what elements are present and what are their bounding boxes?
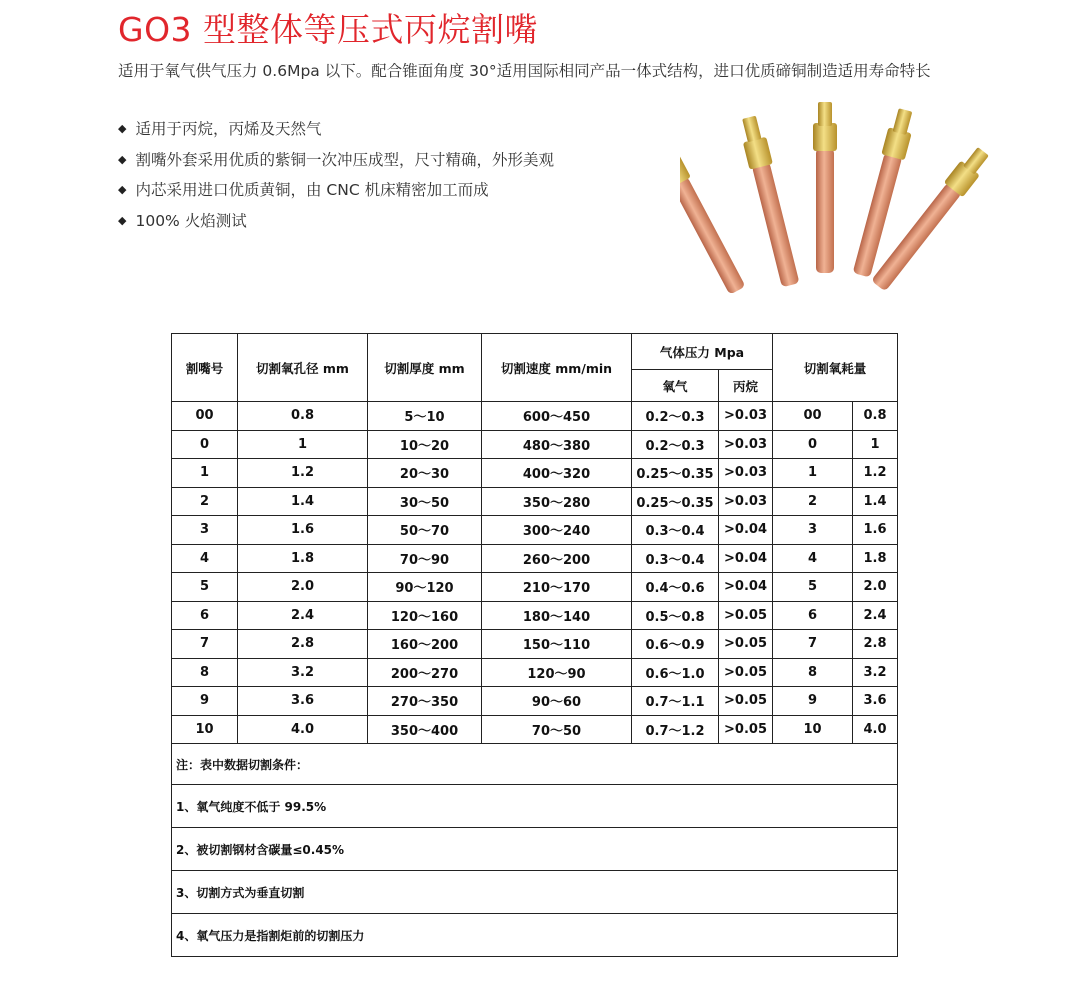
table-cell: 3 (172, 516, 238, 545)
header-speed: 切割速度 mm/min (482, 334, 632, 402)
table-cell: 7 (773, 630, 853, 659)
table-cell: >0.05 (719, 715, 773, 744)
table-cell: 2.0 (853, 573, 898, 602)
table-cell: 120～90 (482, 658, 632, 687)
spec-rows (172, 402, 898, 744)
diamond-bullet-icon: ◆ (118, 122, 127, 135)
note-title: 注：表中数据切割条件： (172, 744, 898, 785)
table-cell: 0.4～0.6 (632, 573, 719, 602)
header-nozzle: 割嘴号 (172, 334, 238, 402)
table-cell: 0.5～0.8 (632, 601, 719, 630)
table-cell: 30～50 (368, 487, 482, 516)
table-cell: 210～170 (482, 573, 632, 602)
feature-text: 割嘴外套采用优质的紫铜一次冲压成型，尺寸精确，外形美观 (135, 150, 554, 169)
table-cell: 0 (773, 430, 853, 459)
table-cell: 2.8 (853, 630, 898, 659)
table-cell: 1 (238, 430, 368, 459)
table-row (172, 601, 898, 630)
intro-text: 适用于氧气供气压力 0.6Mpa 以下。配合锥面角度 30°适用国际相同产品一体式结构，进口优质碲铜制造适用寿命特长 (118, 62, 931, 80)
table-cell: 00 (172, 402, 238, 431)
table-cell: 400～320 (482, 459, 632, 488)
table-cell: 0.7～1.2 (632, 715, 719, 744)
table-cell: 2.4 (238, 601, 368, 630)
table-cell: 0.2～0.3 (632, 430, 719, 459)
table-cell: 1.8 (238, 544, 368, 573)
table-row (172, 658, 898, 687)
page-title: GO3 型整体等压式丙烷割嘴 (118, 10, 539, 49)
note-item: 2、被切割钢材含碳量≤0.45% (172, 828, 898, 871)
table-cell: >0.04 (719, 573, 773, 602)
table-cell: 70～50 (482, 715, 632, 744)
table-cell: >0.03 (719, 430, 773, 459)
table-cell: 10 (172, 715, 238, 744)
note-item: 4、氧气压力是指割炬前的切割压力 (172, 914, 898, 957)
table-cell: 150～110 (482, 630, 632, 659)
table-cell: 600～450 (482, 402, 632, 431)
header-oxygen: 氧气 (632, 370, 719, 402)
table-row (172, 459, 898, 488)
table-cell: 0.8 (853, 402, 898, 431)
feature-text: 内芯采用进口优质黄铜，由 CNC 机床精密加工而成 (135, 181, 489, 199)
table-cell: >0.05 (719, 687, 773, 716)
header-propane: 丙烷 (719, 370, 773, 402)
table-cell: 260～200 (482, 544, 632, 573)
table-row (172, 715, 898, 744)
table-cell: 0.2～0.3 (632, 402, 719, 431)
table-cell: 350～280 (482, 487, 632, 516)
table-cell: 0.7～1.1 (632, 687, 719, 716)
note-item: 3、切割方式为垂直切割 (172, 871, 898, 914)
table-cell: >0.05 (719, 658, 773, 687)
table-cell: 00 (773, 402, 853, 431)
table-cell: >0.03 (719, 402, 773, 431)
feature-item (118, 176, 554, 207)
table-cell: 2.4 (853, 601, 898, 630)
table-cell: 200～270 (368, 658, 482, 687)
table-cell: 70～90 (368, 544, 482, 573)
table-cell: 350～400 (368, 715, 482, 744)
diamond-bullet-icon: ◆ (118, 213, 127, 227)
table-cell: 4 (172, 544, 238, 573)
table-cell: 0.25～0.35 (632, 487, 719, 516)
header-consumption: 切割氧耗量 (773, 334, 898, 402)
table-cell: 6 (172, 601, 238, 630)
table-cell: 2 (773, 487, 853, 516)
feature-list (118, 115, 554, 237)
table-cell: 4.0 (853, 715, 898, 744)
table-cell: 6 (773, 601, 853, 630)
table-row (172, 687, 898, 716)
table-cell: 9 (172, 687, 238, 716)
table-cell: 1 (773, 459, 853, 488)
header-pressure: 气体压力 Mpa (632, 334, 773, 370)
table-cell: 1.8 (853, 544, 898, 573)
table-cell: 2 (172, 487, 238, 516)
nozzle-1-icon (680, 132, 748, 296)
table-cell: 0.3～0.4 (632, 544, 719, 573)
table-cell: 0.3～0.4 (632, 516, 719, 545)
table-row (172, 402, 898, 431)
table-cell: 160～200 (368, 630, 482, 659)
feature-item (118, 115, 554, 146)
table-cell: 3.2 (853, 658, 898, 687)
table-cell: 1.6 (238, 516, 368, 545)
table-cell: 7 (172, 630, 238, 659)
nozzle-2-icon (737, 114, 802, 288)
diamond-bullet-icon: ◆ (118, 183, 127, 196)
table-cell: 90～60 (482, 687, 632, 716)
table-cell: 180～140 (482, 601, 632, 630)
diamond-bullet-icon: ◆ (118, 152, 127, 166)
table-cell: 20～30 (368, 459, 482, 488)
table-cell: 1 (853, 430, 898, 459)
table-cell: 1.6 (853, 516, 898, 545)
table-cell: >0.04 (719, 516, 773, 545)
table-cell: 1.2 (853, 459, 898, 488)
table-cell: 9 (773, 687, 853, 716)
table-cell: >0.05 (719, 630, 773, 659)
table-cell: >0.03 (719, 487, 773, 516)
table-cell: 10～20 (368, 430, 482, 459)
table-cell: 0.6～0.9 (632, 630, 719, 659)
table-cell: 8 (773, 658, 853, 687)
table-cell: 3 (773, 516, 853, 545)
table-cell: 2.8 (238, 630, 368, 659)
table-cell: 120～160 (368, 601, 482, 630)
table-cell: >0.03 (719, 459, 773, 488)
table-cell: 5 (172, 573, 238, 602)
table-cell: 4.0 (238, 715, 368, 744)
table-cell: 2.0 (238, 573, 368, 602)
header-thickness: 切割厚度 mm (368, 334, 482, 402)
table-cell: 0.8 (238, 402, 368, 431)
table-cell: 8 (172, 658, 238, 687)
table-cell: 50～70 (368, 516, 482, 545)
table-row (172, 516, 898, 545)
table-cell: 1.2 (238, 459, 368, 488)
table-row (172, 573, 898, 602)
table-cell: 3.6 (238, 687, 368, 716)
table-cell: 1.4 (238, 487, 368, 516)
table-cell: >0.04 (719, 544, 773, 573)
table-cell: 480～380 (482, 430, 632, 459)
table-cell: >0.05 (719, 601, 773, 630)
header-bore: 切割氧孔径 mm (238, 334, 368, 402)
table-cell: 10 (773, 715, 853, 744)
table-cell: 5～10 (368, 402, 482, 431)
table-row (172, 630, 898, 659)
cutting-nozzles-image (680, 100, 1000, 310)
table-cell: 270～350 (368, 687, 482, 716)
table-cell: 1 (172, 459, 238, 488)
table-cell: 3.6 (853, 687, 898, 716)
table-cell: 3.2 (238, 658, 368, 687)
table-cell: 1.4 (853, 487, 898, 516)
spec-table (171, 333, 898, 957)
table-cell: 4 (773, 544, 853, 573)
table-row (172, 430, 898, 459)
feature-item (118, 207, 554, 238)
table-cell: 0 (172, 430, 238, 459)
table-cell: 300～240 (482, 516, 632, 545)
nozzle-3-icon (813, 102, 837, 273)
table-cell: 0.25～0.35 (632, 459, 719, 488)
feature-text: 100% 火焰测试 (135, 211, 247, 230)
table-row (172, 487, 898, 516)
table-cell: 5 (773, 573, 853, 602)
table-cell: 0.6～1.0 (632, 658, 719, 687)
feature-text: 适用于丙烷，丙烯及天然气 (135, 120, 322, 138)
note-item: 1、氧气纯度不低于 99.5% (172, 785, 898, 828)
feature-item (118, 146, 554, 177)
table-row (172, 544, 898, 573)
table-cell: 90～120 (368, 573, 482, 602)
